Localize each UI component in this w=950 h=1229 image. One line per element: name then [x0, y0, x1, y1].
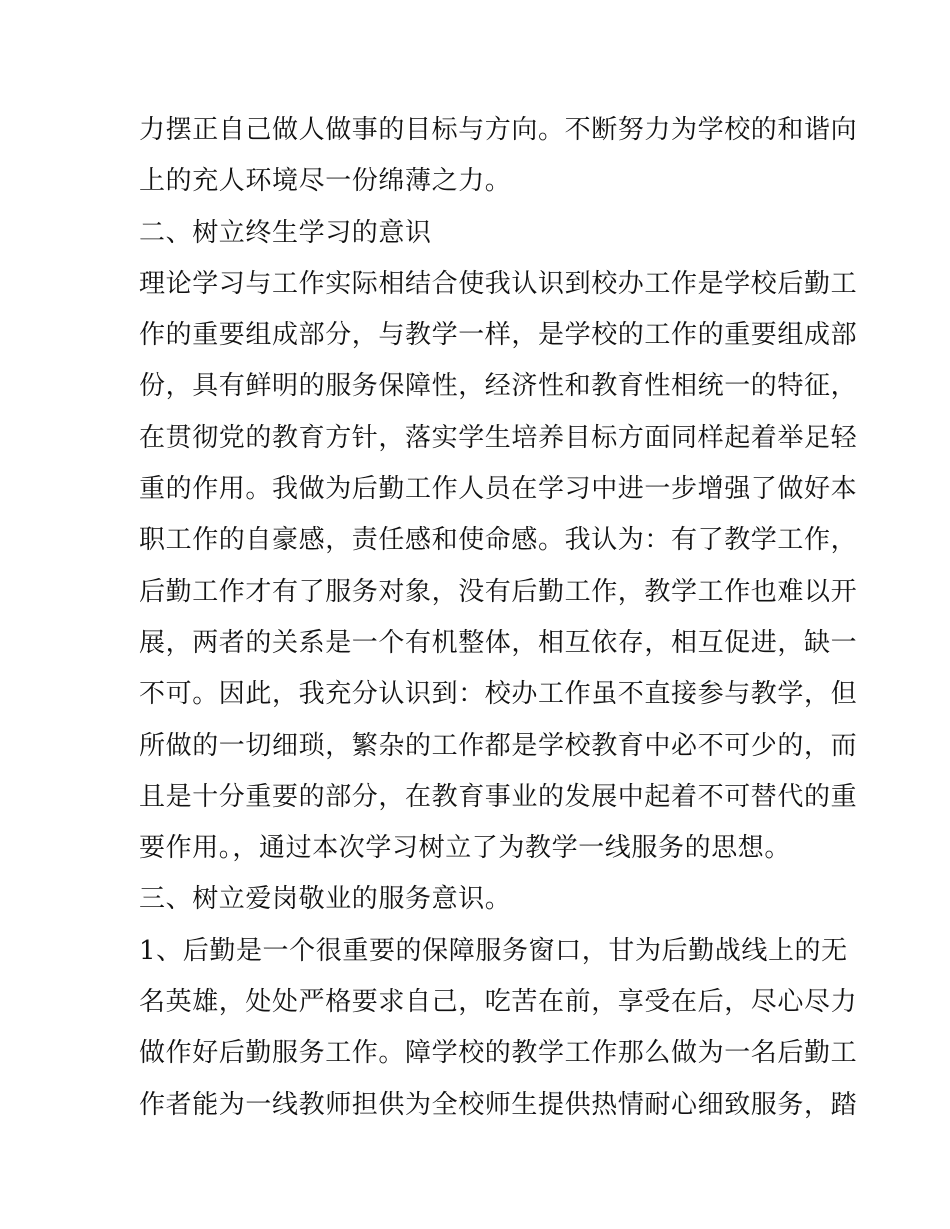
text-line: 1、后勤是一个很重要的保障服务窗口，甘为后勤战线上的无 [139, 935, 848, 966]
text-line: 作的重要组成部分，与教学一样，是学校的工作的重要组成部 [139, 320, 858, 351]
text-line: 在贯彻党的教育方针，落实学生培养目标方面同样起着举足轻 [139, 422, 858, 453]
text-line: 后勤工作才有了服务对象，没有后勤工作，教学工作也难以开 [139, 576, 858, 607]
text-line: 理论学习与工作实际相结合使我认识到校办工作是学校后勤工 [139, 268, 858, 299]
text-line: 名英雄，处处严格要求自己，吃苦在前，享受在后，尽心尽力 [139, 987, 858, 1018]
text-line: 份，具有鲜明的服务保障性，经济性和教育性相统一的特征， [139, 371, 858, 402]
section-heading: 三、树立爱岗敬业的服务意识。 [139, 884, 512, 915]
text-line: 作者能为一线教师担供为全校师生提供热情耐心细致服务，踏 [139, 1089, 858, 1120]
document-body [139, 105, 858, 1131]
section-heading: 二、树立终生学习的意识 [139, 217, 432, 248]
text-line: 上的充人环境尽一份绵薄之力。 [139, 166, 512, 197]
text-line: 要作用。，通过本次学习树立了为教学一线服务的思想。 [139, 833, 792, 864]
text-line: 不可。因此，我充分认识到：校办工作虽不直接参与教学，但 [139, 679, 858, 710]
text-line: 重的作用。我做为后勤工作人员在学习中进一步增强了做好本 [139, 474, 858, 505]
text-line: 展，两者的关系是一个有机整体，相互依存，相互促进，缺一 [139, 627, 858, 658]
text-line: 做作好后勤服务工作。障学校的教学工作那么做为一名后勤工 [139, 1038, 858, 1069]
text-line: 且是十分重要的部分，在教育事业的发展中起着不可替代的重 [139, 781, 858, 812]
text-line: 力摆正自己做人做事的目标与方向。不断努力为学校的和谐向 [139, 115, 858, 145]
text-line: 职工作的自豪感，责任感和使命感。我认为：有了教学工作， [139, 525, 858, 556]
text-line: 所做的一切细琐，繁杂的工作都是学校教育中必不可少的，而 [139, 730, 858, 761]
